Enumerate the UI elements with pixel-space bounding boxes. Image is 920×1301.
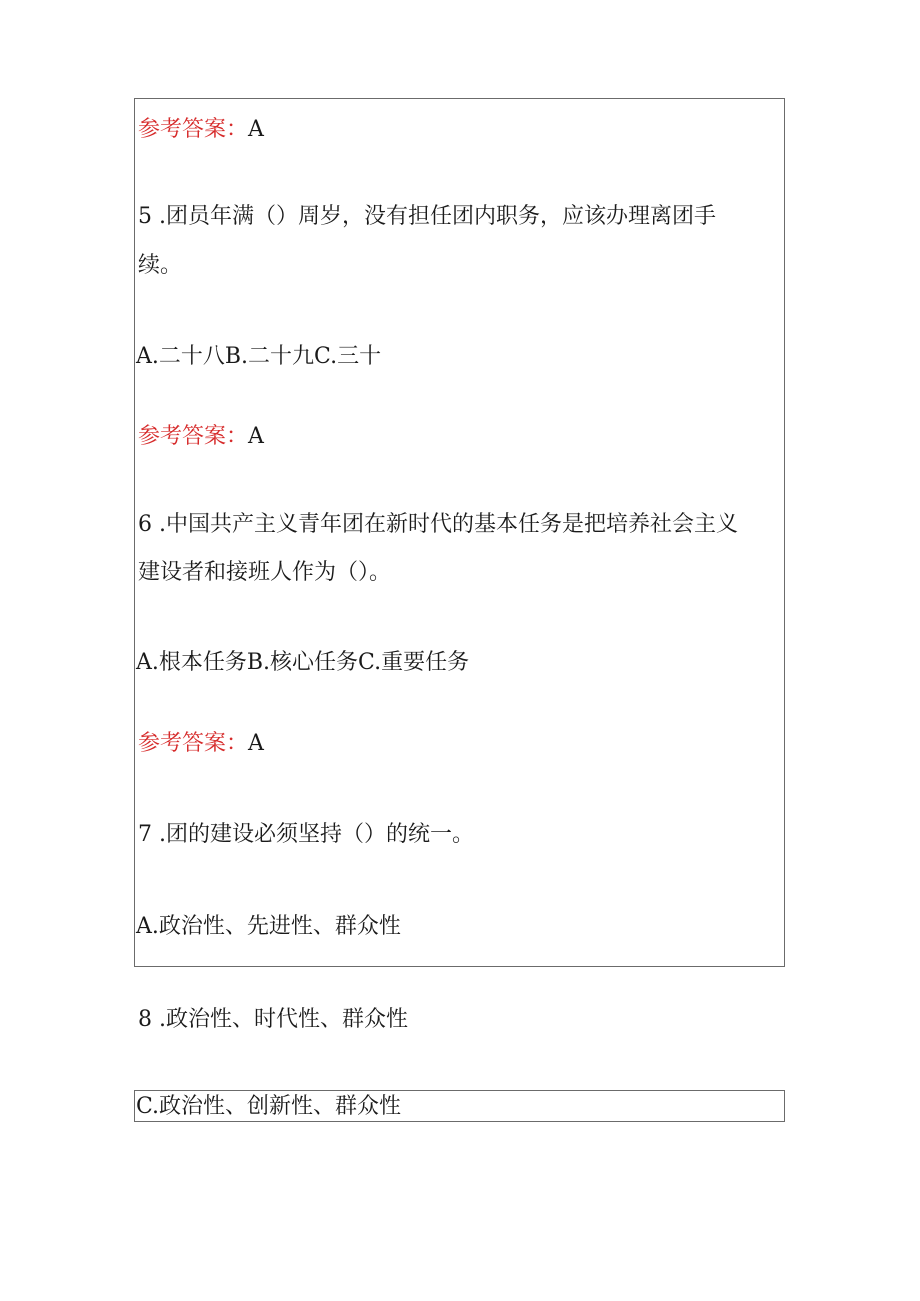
answer-value: A <box>248 731 264 756</box>
question-number: 6 <box>138 512 152 537</box>
question-7-options: A.政治性、先进性、群众性 <box>136 914 401 939</box>
question-text: .政治性、时代性、群众性 <box>159 1007 408 1032</box>
option-c-line: C.政治性、创新性、群众性 <box>136 1094 402 1119</box>
answer-label: 参考答案： <box>138 731 249 756</box>
answer-value: A <box>248 117 264 142</box>
question-8-line-1 <box>138 1006 408 1034</box>
question-6-line-1 <box>138 511 738 539</box>
question-number: 7 <box>138 822 152 847</box>
question-text: .中国共产主义青年团在新时代的基本任务是把培养社会主义 <box>159 512 738 537</box>
question-text: .团的建设必须坚持（）的统一。 <box>159 822 474 847</box>
question-7-line-1 <box>138 821 474 849</box>
answer-value: A <box>248 424 264 449</box>
question-5-line-2: 续。 <box>138 253 183 278</box>
answer-label: 参考答案： <box>138 117 249 142</box>
answer-line <box>138 423 264 451</box>
question-6-line-2: 建设者和接班人作为（）。 <box>138 560 392 585</box>
answer-line <box>138 730 264 758</box>
question-5-line-1 <box>138 203 716 231</box>
question-number: 8 <box>138 1007 152 1032</box>
answer-label: 参考答案： <box>138 424 249 449</box>
question-text: .团员年满（）周岁，没有担任团内职务，应该办理离团手 <box>159 204 716 229</box>
question-number: 5 <box>138 204 152 229</box>
answer-line <box>138 116 264 144</box>
question-5-options: A.二十八B.二十九C.三十 <box>136 344 382 369</box>
question-6-options: A.根本任务B.核心任务C.重要任务 <box>136 650 470 675</box>
